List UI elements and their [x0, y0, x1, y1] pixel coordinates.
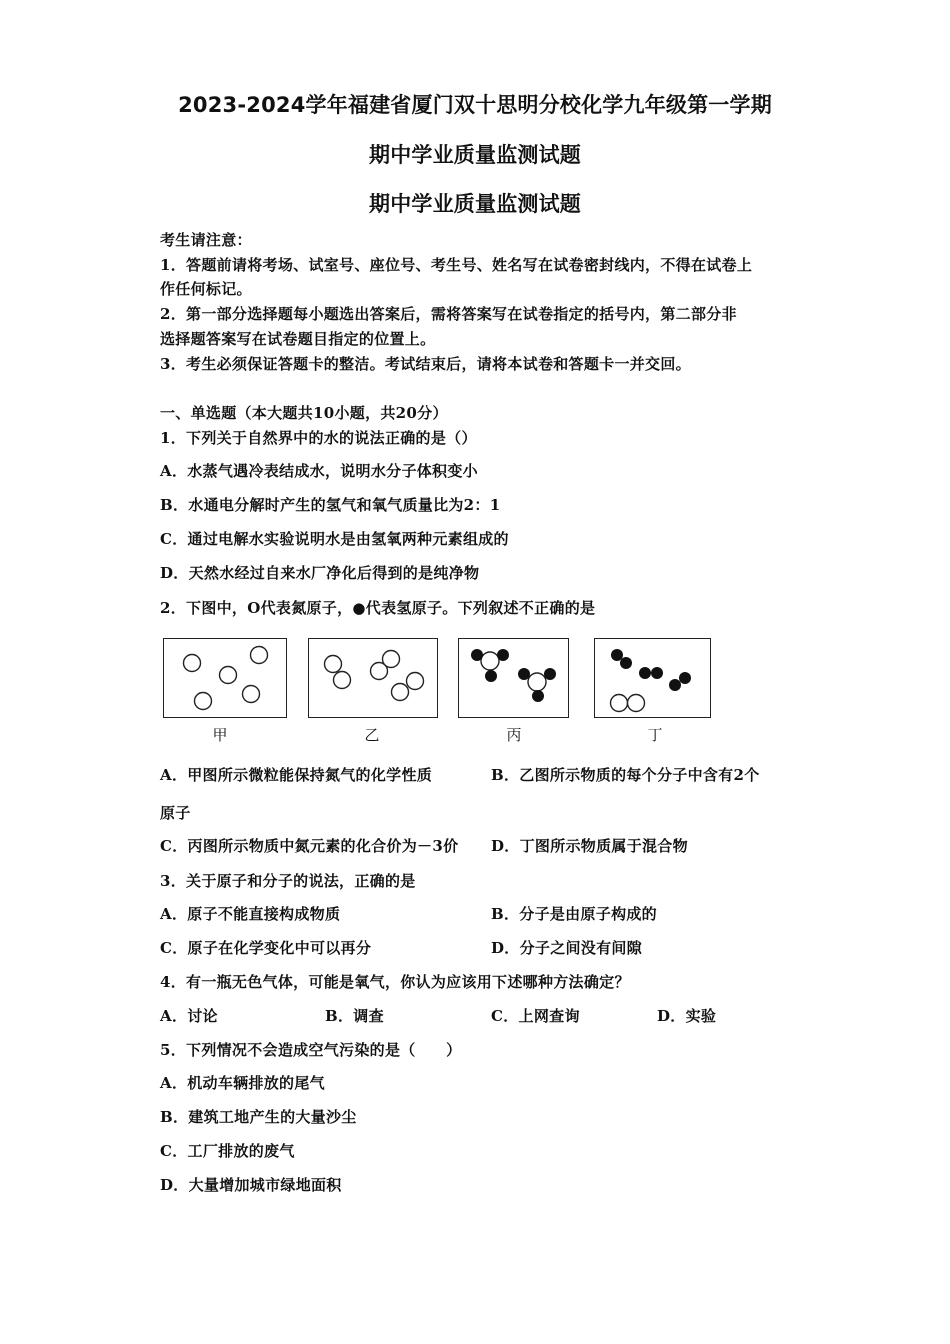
notice-item-2: 2．第一部分选择题每小题选出答案后，需将答案写在试卷指定的括号内，第二部分非 — [160, 305, 737, 323]
q2-stem: 2．下图中，O代表氮原子，●代表氢原子。下列叙述不正确的是 — [160, 599, 596, 617]
figure-label-yi: 乙 — [364, 726, 380, 744]
figure-box-bing — [458, 638, 569, 718]
section-heading: 一、单选题（本大题共10小题，共20分） — [160, 404, 448, 422]
q2-option-b-cont: 原子 — [160, 804, 191, 822]
q4-stem: 4．有一瓶无色气体，可能是氧气，你认为应该用下述哪种方法确定？ — [160, 973, 630, 991]
q3-option-c[interactable]: C．原子在化学变化中可以再分 — [160, 939, 372, 957]
q5-stem: 5．下列情况不会造成空气污染的是（ ） — [160, 1041, 462, 1059]
figure-box-ding — [594, 638, 711, 718]
q5-option-c[interactable]: C．工厂排放的废气 — [160, 1142, 295, 1160]
figure-box-jia — [163, 638, 287, 718]
q4-option-c[interactable]: C．上网查询 — [491, 1007, 580, 1025]
figure-box-yi — [308, 638, 438, 718]
q2-option-d[interactable]: D．丁图所示物质属于混合物 — [491, 837, 688, 855]
notice-heading: 考生请注意： — [160, 231, 252, 249]
figure-label-ding: 丁 — [647, 726, 663, 744]
q4-option-a[interactable]: A．讨论 — [160, 1007, 218, 1025]
q3-option-d[interactable]: D．分子之间没有间隙 — [491, 939, 643, 957]
q2-option-a[interactable]: A．甲图所示微粒能保持氮气的化学性质 — [160, 766, 433, 784]
q5-option-b[interactable]: B．建筑工地产生的大量沙尘 — [160, 1108, 357, 1126]
q3-option-a[interactable]: A．原子不能直接构成物质 — [160, 905, 341, 923]
notice-item-1: 1．答题前请将考场、试室号、座位号、考生号、姓名写在试卷密封线内，不得在试卷上 — [160, 256, 753, 274]
page-title-line2: 期中学业质量监测试题 — [369, 143, 581, 167]
notice-item-2-cont: 选择题答案写在试卷题目指定的位置上。 — [160, 330, 436, 348]
q3-option-b[interactable]: B．分子是由原子构成的 — [491, 905, 657, 923]
particles-yi-diagram — [309, 639, 439, 719]
q2-option-c[interactable]: C．丙图所示物质中氮元素的化合价为－3价 — [160, 837, 459, 855]
q1-option-b[interactable]: B．水通电分解时产生的氢气和氧气质量比为2：1 — [160, 496, 501, 514]
q3-stem: 3．关于原子和分子的说法，正确的是 — [160, 872, 416, 890]
particles-ding-diagram — [595, 639, 712, 719]
q4-option-d[interactable]: D．实验 — [657, 1007, 717, 1025]
particles-jia-diagram — [164, 639, 288, 719]
notice-item-1-cont: 作任何标记。 — [160, 280, 252, 298]
q4-option-b[interactable]: B．调查 — [325, 1007, 384, 1025]
notice-item-3: 3．考生必须保证答题卡的整洁。考试结束后，请将本试卷和答题卡一并交回。 — [160, 355, 691, 373]
q1-option-d[interactable]: D．天然水经过自来水厂净化后得到的是纯净物 — [160, 564, 480, 582]
q1-option-c[interactable]: C．通过电解水实验说明水是由氢氧两种元素组成的 — [160, 530, 509, 548]
q1-stem: 1．下列关于自然界中的水的说法正确的是（） — [160, 429, 477, 447]
page-title-line1: 2023-2024学年福建省厦门双十思明分校化学九年级第一学期 — [178, 93, 772, 117]
page-title-line3: 期中学业质量监测试题 — [369, 192, 581, 216]
figure-label-jia: 甲 — [212, 726, 228, 744]
particles-bing-diagram — [459, 639, 570, 719]
q5-option-d[interactable]: D．大量增加城市绿地面积 — [160, 1176, 342, 1194]
q2-option-b[interactable]: B．乙图所示物质的每个分子中含有2个 — [491, 766, 760, 784]
figure-label-bing: 丙 — [506, 726, 522, 744]
q5-option-a[interactable]: A．机动车辆排放的尾气 — [160, 1074, 325, 1092]
q1-option-a[interactable]: A．水蒸气遇冷表结成水，说明水分子体积变小 — [160, 462, 478, 480]
